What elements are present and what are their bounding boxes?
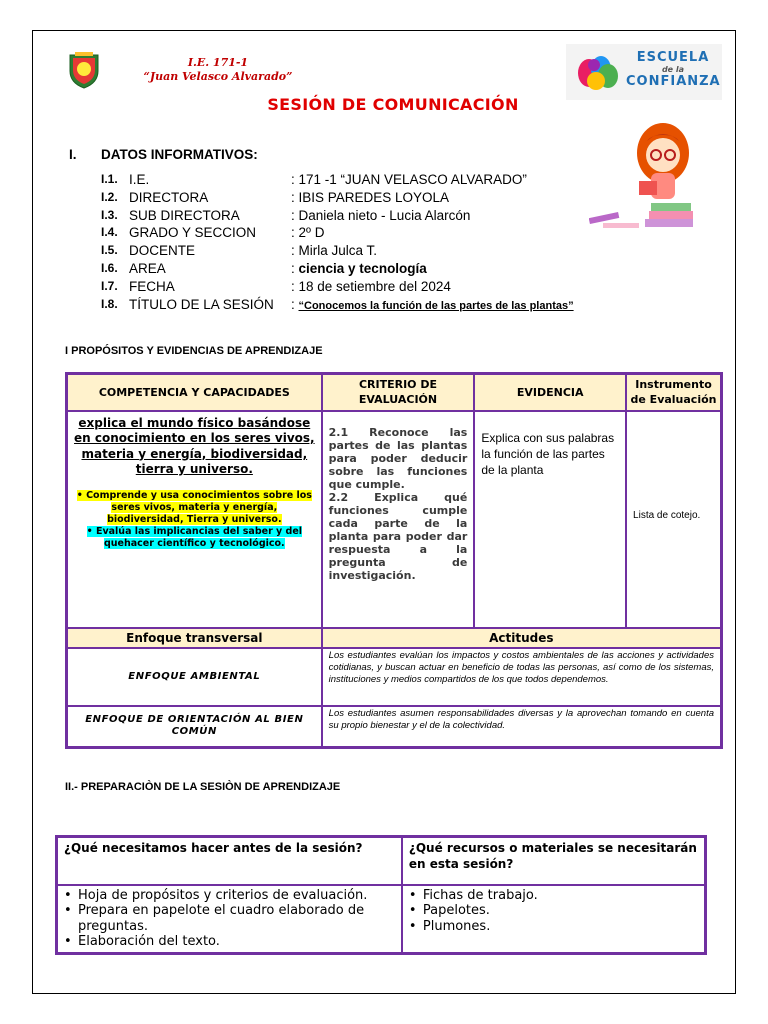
enfoque-bien-comun-desc: Los estudiantes asumen responsabilidades diversas y la aprovechan tomando en cuenta su propio bienestar y el de la colectividad.	[322, 706, 722, 748]
actitudes-header: Actitudes	[322, 628, 722, 648]
capacidad-1: • Comprende y usa conocimientos sobre los seres vivos, materia y energía, biodiversidad, Tierra y universo.	[76, 489, 312, 525]
criterio-cell	[322, 411, 475, 628]
capacidad-2: • Evalúa las implicancias del saber y del quehacer científico y tecnológico.	[86, 525, 303, 549]
antes-sesion-header: ¿Qué necesitamos hacer antes de la sesión?	[57, 837, 402, 885]
table-header-row	[57, 837, 706, 885]
document-page: I.E. 171-1 “Juan Velasco Alvarado” ESCUELA de la CONFIANZA SESIÓN DE COMUNICACIÓN I. DATOS INFORMATIVOS: I.1. I.E. : 171 -1 “JUAN VELASCO ALVARADO” I.2. DIRECTORA : IBIS PAREDES LOYOLA I.3. SUB DIRECTORA : Daniela nieto - Lucia Alarcón I.4. GRADO Y SECCION : 2º D I.5. DOCENTE : Mirla Julca T. I.6. AREA : ciencia y tecnología I.7. FECHA : 18 de setiembre del 2024 I.8. TÍTULO DE LA SESIÓN : “Conocemos la función de las partes de las plantas” I PROPÓSITOS Y EVIDENCIAS DE APRENDIZAJE COMPETENCIA Y CAPACIDADES CRITERIO DE EVALUACIÓN EVIDENCIA Instrumento de Evaluación explica el mundo físico basándose en conocimiento en los seres vivos, materia y energía, biodiversidad, tierra y universo. • Comprende y usa conocimientos sobre los seres vivos, materia y energía, biodiversidad, Tierra y universo. • Evalúa las implicancias del saber y del quehacer científico y tecnológico. 2.1 Reconoce las partes de las plantas para poder deducir sobre las funciones que cumple. 2.2 Explica qué funciones cumple cada parte de la planta para poder dar respuesta a la pregunta de investigación. Explica con sus palabras la función de las partes de la planta Lista de cotejo. Enfoque transversal Actitudes ENFOQUE AMBIENTAL Los estudiantes evalúan los impactos y costos ambientales de las acciones y actividades cotidianas, y buscan actuar en beneficio de todas las personas, así como de los sistemas, instituciones y medios compartidos de los que todos dependemos. ENFOQUE DE ORIENTACIÓN AL BIEN COMÚN Los estudiantes asumen responsabilidades diversas y la aprovechan tomando en cuenta su propio bienestar y el de la colectividad. II.- PREPARACIÒN DE LA SESIÒN DE APRENDIZAJE ¿Qué necesitamos hacer antes de la sesión? ¿Qué recursos o materiales se necesitarán en esta sesión? • Hoja de propósitos y criterios de evaluación. • Prepara en papelote el cuadro elaborado de preguntas. • Elaboración del texto. • Fichas de trabajo. • Papelotes. • Plumones.	[32, 30, 736, 994]
list-item: • Papelotes.	[409, 903, 698, 919]
criterio-2: 2.2 Explica qué funciones cumple cada parte de la planta para poder dar respuesta a la pregunta de investigación.	[328, 490, 468, 582]
enfoque-ambiental-name: ENFOQUE AMBIENTAL	[67, 648, 322, 706]
competencia-text: explica el mundo físico basándose en conocimiento en los seres vivos, materia y energía, biodiversidad, tierra y universo.	[74, 415, 315, 476]
list-item: • Hoja de propósitos y criterios de evaluación.	[64, 888, 395, 904]
section-title: DATOS INFORMATIVOS:	[101, 147, 258, 162]
criterio-1: 2.1 Reconoce las partes de las plantas para poder deducir sobre las funciones que cumple.	[328, 425, 468, 491]
competencia-cell	[67, 411, 322, 628]
capacidad-list	[74, 490, 315, 550]
escuela-logo-text: ESCUELA de la CONFIANZA	[626, 50, 721, 89]
enfoque-ambiental-desc: Los estudiantes evalúan los impactos y costos ambientales de las acciones y actividades cotidianas, y buscan actuar en beneficio de todas las personas, así como de los sistemas, instituciones y medios compartidos de los que todos dependemos.	[322, 648, 722, 706]
colorful-hands-icon	[574, 51, 622, 93]
section-preparacion-heading: II.- PREPARACIÒN DE LA SESIÒN DE APRENDIZAJE	[65, 781, 341, 793]
antes-sesion-cell	[57, 885, 402, 954]
table-row	[67, 648, 722, 706]
header-competencia: COMPETENCIA Y CAPACIDADES	[67, 374, 322, 411]
header-evidencia: EVIDENCIA	[474, 374, 626, 411]
enfoque-transversal-header: Enfoque transversal	[67, 628, 322, 648]
preparacion-table	[55, 835, 707, 955]
recursos-cell	[402, 885, 706, 954]
school-code: I.E. 171-1	[187, 56, 249, 69]
table-row	[67, 411, 722, 628]
list-item: • Prepara en papelote el cuadro elaborado de preguntas.	[64, 903, 395, 934]
evidencia-cell: Explica con sus palabras la función de las partes de la planta	[474, 411, 626, 628]
propositos-table	[65, 372, 723, 749]
list-item: • Fichas de trabajo.	[409, 888, 698, 904]
section-number: I.	[69, 147, 77, 162]
escuela-confianza-logo	[566, 44, 722, 100]
school-full-name: “Juan Velasco Alvarado”	[143, 70, 293, 83]
enfoque-bien-comun-name: ENFOQUE DE ORIENTACIÓN AL BIEN COMÚN	[67, 706, 322, 748]
girl-reading-illustration	[589, 115, 693, 233]
table-header-row	[67, 374, 722, 411]
section-propositos-heading: I PROPÓSITOS Y EVIDENCIAS DE APRENDIZAJE	[65, 345, 323, 357]
table-row	[57, 885, 706, 954]
list-item: • Elaboración del texto.	[64, 934, 395, 950]
section-datos-informativos-heading	[69, 147, 258, 162]
page-title: SESIÓN DE COMUNICACIÓN	[267, 95, 519, 114]
recursos-header: ¿Qué recursos o materiales se necesitarán en esta sesión?	[402, 837, 706, 885]
enfoque-header-row	[67, 628, 722, 648]
list-item: • Plumones.	[409, 919, 698, 935]
instrumento-cell: Lista de cotejo.	[626, 411, 721, 628]
school-name	[143, 56, 293, 84]
header-criterio: CRITERIO DE EVALUACIÓN	[322, 374, 475, 411]
header-instrumento: Instrumento de Evaluación	[626, 374, 721, 411]
table-row	[67, 706, 722, 748]
school-shield-logo	[67, 51, 101, 89]
